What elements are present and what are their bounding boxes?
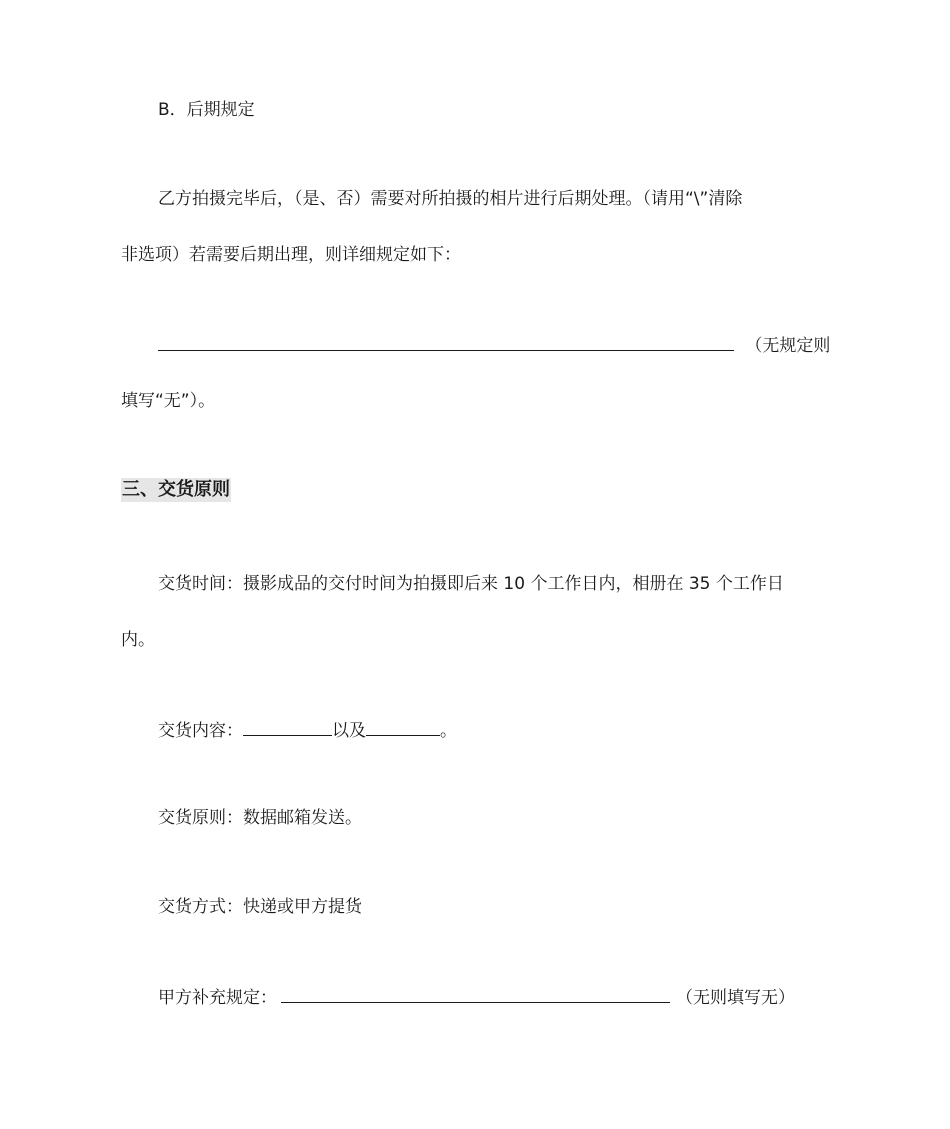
post-processing-fill-line2 [121,389,833,413]
section-3-heading-text: 三、交货原则 [122,479,230,500]
delivery-method-text: 交货方式：快递或甲方提货 [158,897,362,917]
delivery-time-line1 [121,572,833,596]
delivery-content-suffix: 。 [440,721,457,741]
supplement-prefix: 甲方补充规定： [158,988,277,1008]
post-processing-fill-line [121,332,833,358]
post-processing-fill-suffix: （无规定则 [745,336,831,356]
post-processing-fill-note: 填写“无”）。 [121,391,216,411]
supplement-line [121,984,833,1010]
section-3-heading [121,478,231,502]
delivery-principle-line [121,806,833,830]
delivery-time-line2 [121,628,833,652]
post-processing-paragraph-line1 [121,187,833,211]
delivery-content-prefix: 交货内容： [158,721,243,741]
delivery-content-blank-1[interactable] [243,717,332,736]
supplement-blank-field[interactable] [281,984,670,1003]
supplement-suffix: （无则填写无） [676,988,795,1008]
section-b-title [121,98,833,122]
section-b-title-text: B．后期规定 [158,100,255,120]
post-processing-paragraph-line2 [121,243,833,267]
delivery-content-blank-2[interactable] [366,717,440,736]
delivery-principle-text: 交货原则：数据邮箱发送。 [158,808,362,828]
delivery-method-line [121,895,833,919]
delivery-time-text-2: 内。 [121,630,155,650]
post-processing-text-2: 非选项）若需要后期出理，则详细规定如下： [121,245,461,265]
delivery-content-line [121,717,833,743]
delivery-time-text-1: 交货时间：摄影成品的交付时间为拍摄即后来 10 个工作日内，相册在 35 个工作日 [158,574,784,594]
post-processing-blank-field[interactable] [158,332,734,351]
delivery-content-middle: 以及 [332,721,366,741]
post-processing-text-1: 乙方拍摄完毕后，（是、否）需要对所拍摄的相片进行后期处理。（请用“\”清除 [158,189,743,209]
